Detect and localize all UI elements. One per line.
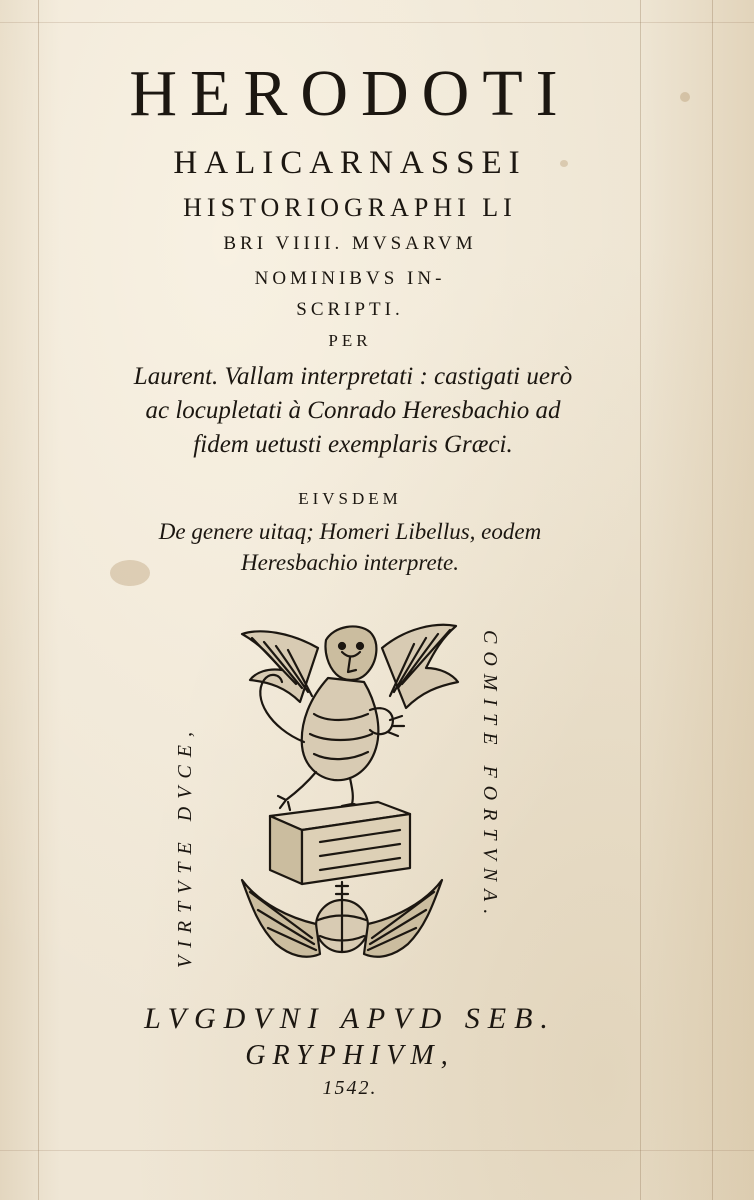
title-line-5: NOMINIBVS IN- xyxy=(254,268,446,289)
translator-line-1: Laurent. Vallam interpretati : castigati uerò xyxy=(133,363,573,390)
title-line-3: HISTORIOGRAPHI LI xyxy=(183,193,517,222)
homer-line-1: De genere uitaq; Homeri Libellus, eodem xyxy=(158,519,542,544)
ruled-line xyxy=(0,22,754,23)
eiusdem-line: EIVSDEM xyxy=(298,489,402,508)
title-line-6: SCRIPTI. xyxy=(296,299,404,320)
translator-line-3: fidem uetusti exemplaris Græci. xyxy=(193,431,513,458)
page-title: HERODOTI xyxy=(129,57,571,130)
homer-line-2: Heresbachio interprete. xyxy=(240,550,460,575)
motto-right: COMITE FORTVNA. xyxy=(479,630,501,923)
motto-left: VIRTVTE DVCE, xyxy=(174,724,196,968)
imprint-year: 1542. xyxy=(322,1077,378,1099)
translator-line-2: ac locupletati à Conrado Heresbachio ad xyxy=(145,397,561,424)
ruled-line xyxy=(38,0,39,1200)
per-line: PER xyxy=(328,331,372,350)
ruled-line xyxy=(712,0,713,1200)
imprint-line-1: LVGDVNI APVD SEB. xyxy=(144,1002,556,1035)
griffin-emblem-icon xyxy=(230,618,470,978)
imprint-line-2: GRYPHIVM, xyxy=(245,1040,455,1071)
ruled-line xyxy=(0,1150,754,1151)
title-line-4: BRI VIIII. MVSARVM xyxy=(223,233,477,254)
title-line-2: HALICARNASSEI xyxy=(173,145,527,181)
foxing-stain xyxy=(680,92,690,102)
